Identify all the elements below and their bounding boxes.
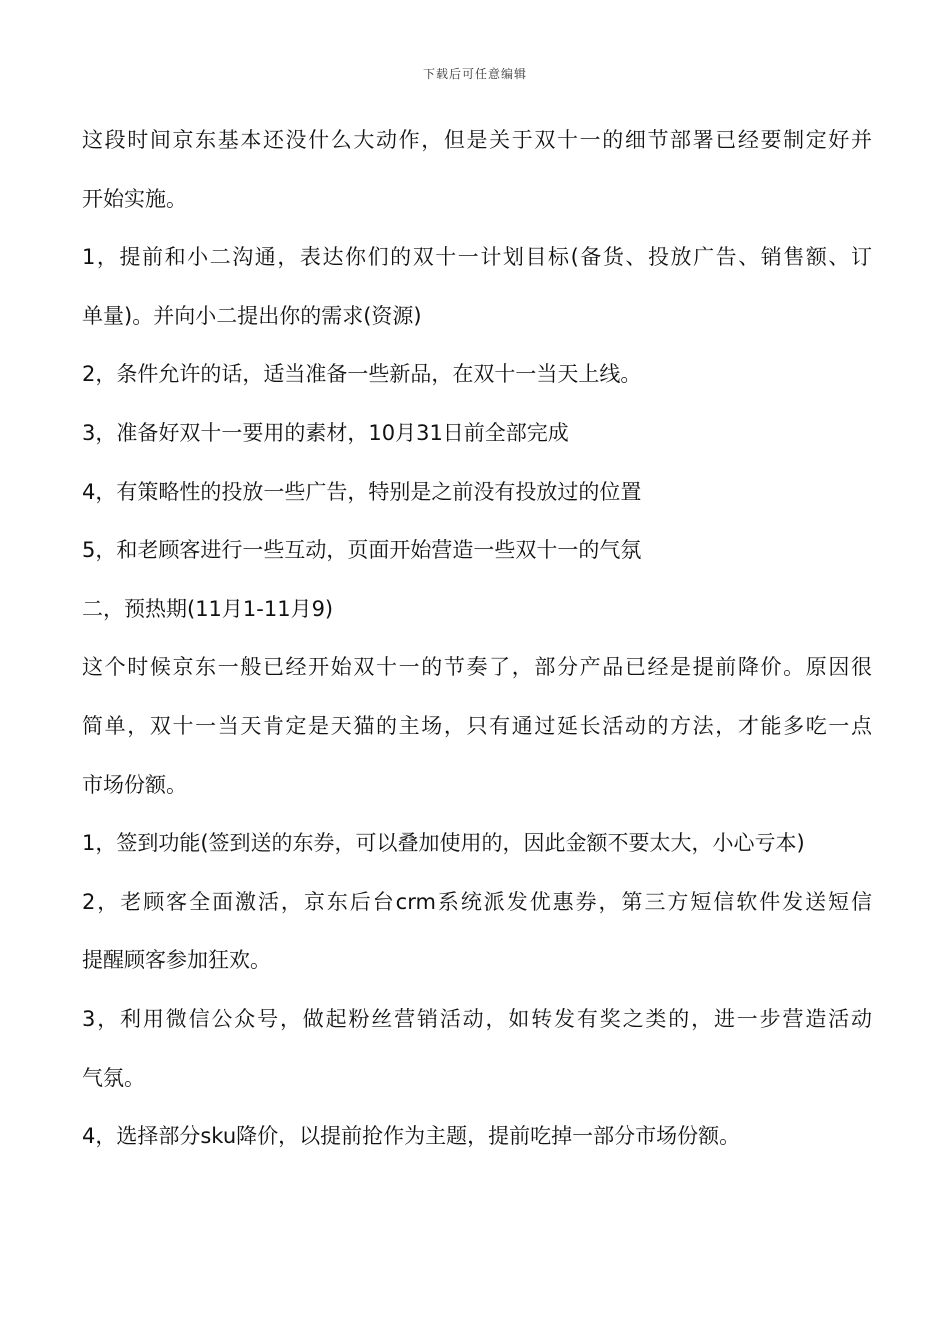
list-item — [82, 814, 872, 873]
paragraph — [82, 638, 872, 814]
text-line: 1，签到功能(签到送的东券，可以叠加使用的，因此金额不要太大，小心亏本) — [82, 831, 805, 856]
text-line: 2，老顾客全面激活，京东后台crm系统派发优惠券，第三方短信软件发送短信 — [82, 889, 872, 914]
text-line: 5，和老顾客进行一些互动，页面开始营造一些双十一的气氛 — [82, 538, 642, 563]
text-line: 简单，双十一当天肯定是天猫的主场，只有通过延长活动的方法，才能多吃一点 — [82, 713, 872, 738]
document-body — [82, 111, 872, 1166]
page-header: 下载后可任意编辑 — [422, 67, 527, 81]
text-line: 2，条件允许的话，适当准备一些新品，在双十一当天上线。 — [82, 362, 642, 387]
text-line: 二，预热期(11月1-11月9) — [82, 596, 334, 621]
text-line: 这段时间京东基本还没什么大动作，但是关于双十一的细节部署已经要制定好并 — [82, 128, 872, 152]
text-line: 单量)。并向小二提出你的需求(资源) — [82, 303, 422, 328]
list-item — [82, 404, 872, 463]
list-item — [82, 345, 872, 404]
list-item — [82, 463, 872, 522]
list-item — [82, 1107, 872, 1166]
text-line: 4，有策略性的投放一些广告，特别是之前没有投放过的位置 — [82, 479, 642, 504]
text-line: 气氛。 — [82, 1065, 145, 1090]
list-item — [82, 521, 872, 580]
list-item — [82, 990, 872, 1107]
text-line: 市场份额。 — [82, 772, 187, 797]
text-line: 1，提前和小二沟通，表达你们的双十一计划目标(备货、投放广告、销售额、订 — [82, 245, 872, 270]
list-item — [82, 873, 872, 990]
text-line: 4，选择部分sku降价，以提前抢作为主题，提前吃掉一部分市场份额。 — [82, 1124, 741, 1149]
text-line: 3，准备好双十一要用的素材，10月31日前全部完成 — [82, 420, 569, 445]
list-item — [82, 228, 872, 345]
text-line: 这个时候京东一般已经开始双十一的节奏了，部分产品已经是提前降价。原因很 — [82, 655, 872, 680]
text-line: 开始实施。 — [82, 186, 187, 211]
text-line: 提醒顾客参加狂欢。 — [82, 948, 271, 973]
paragraph — [82, 111, 872, 228]
text-line: 3，利用微信公众号，做起粉丝营销活动，如转发有奖之类的，进一步营造活动 — [82, 1006, 872, 1031]
section-heading — [82, 580, 872, 639]
